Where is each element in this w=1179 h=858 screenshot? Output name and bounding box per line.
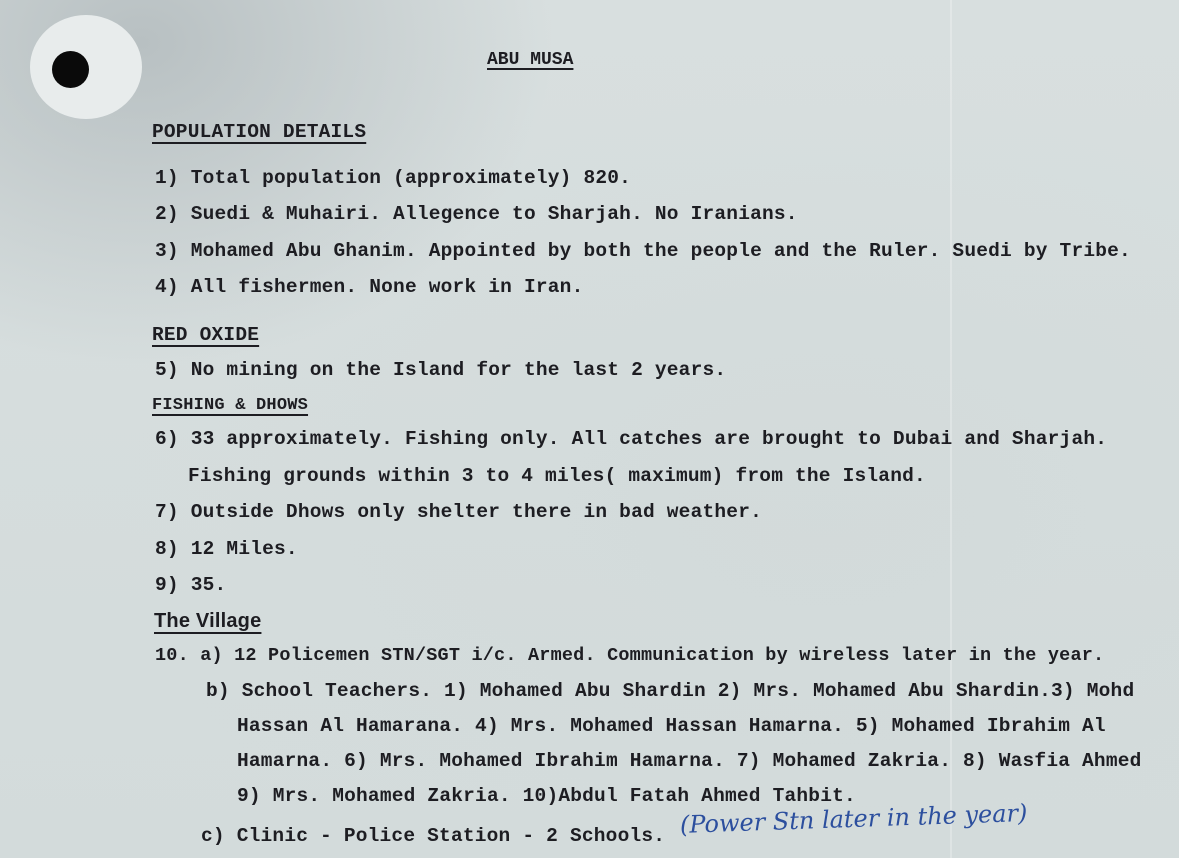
section-heading-population: POPULATION DETAILS (152, 121, 367, 143)
document-title: ABU MUSA (487, 50, 574, 70)
punch-hole (52, 51, 89, 88)
list-item: 4) All fishermen. None work in Iran. (155, 276, 584, 298)
list-item: 8) 12 Miles. (155, 538, 298, 560)
list-item: 10. a) 12 Policemen STN/SGT i/c. Armed. Communication by wireless later in the year. (155, 645, 1105, 666)
list-item: 1) Total population (approximately) 820. (155, 167, 632, 189)
list-item: 5) No mining on the Island for the last 2 years. (155, 359, 727, 381)
list-item: b) School Teachers. 1) Mohamed Abu Shardin 2) Mrs. Mohamed Abu Shardin.3) Mohd (206, 680, 1135, 702)
list-item-continuation: Hamarna. 6) Mrs. Mohamed Ibrahim Hamarna. 7) Mohamed Zakria. 8) Wasfia Ahmed (237, 750, 1142, 772)
list-item: c) Clinic - Police Station - 2 Schools. (201, 825, 666, 847)
list-item-continuation: 9) Mrs. Mohamed Zakria. 10)Abdul Fatah Ahmed Tahbit. (237, 785, 856, 807)
list-item: 7) Outside Dhows only shelter there in bad weather. (155, 501, 762, 523)
list-item: 9) 35. (155, 574, 227, 596)
list-item: 3) Mohamed Abu Ghanim. Appointed by both the people and the Ruler. Suedi by Tribe. (155, 240, 1131, 262)
list-item: 2) Suedi & Muhairi. Allegence to Sharjah. No Iranians. (155, 203, 798, 225)
list-item-continuation: Fishing grounds within 3 to 4 miles( maximum) from the Island. (188, 465, 926, 487)
list-item-continuation: Hassan Al Hamarana. 4) Mrs. Mohamed Hassan Hamarna. 5) Mohamed Ibrahim Al (237, 715, 1106, 737)
section-heading-village: The Village (154, 610, 262, 632)
section-heading-fishing: FISHING & DHOWS (152, 396, 309, 415)
section-heading-red-oxide: RED OXIDE (152, 324, 260, 346)
handwritten-annotation: (Power Stn later in the year) (679, 798, 1028, 839)
list-item: 6) 33 approximately. Fishing only. All catches are brought to Dubai and Sharjah. (155, 428, 1108, 450)
